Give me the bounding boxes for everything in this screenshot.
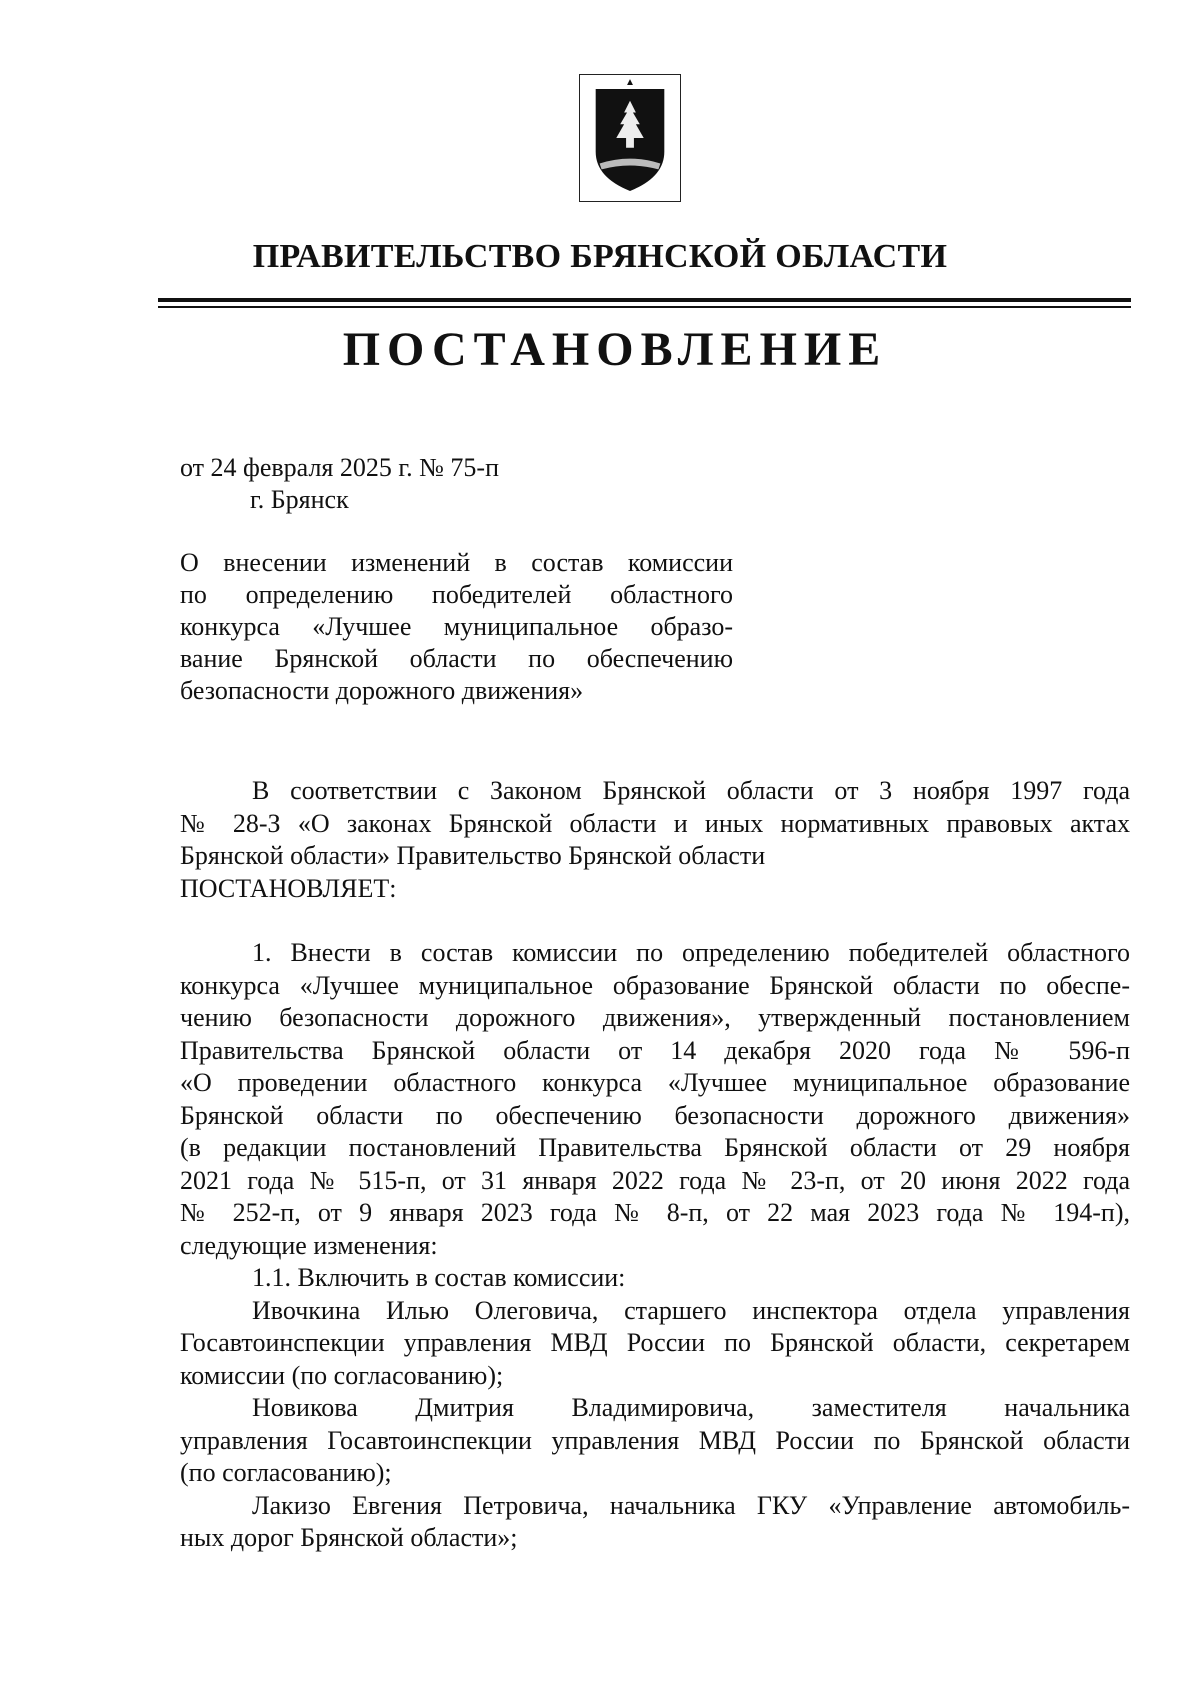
coat-of-arms-icon xyxy=(579,74,681,202)
preamble-paragraph xyxy=(180,775,1130,905)
subject-line: конкурса «Лучшее муниципальное образо- xyxy=(180,612,733,641)
decree-subitem: 1.1. Включить в состав комиссии: xyxy=(252,1263,626,1292)
document-subject xyxy=(180,547,733,707)
commission-member-line: (по согласованию); xyxy=(180,1458,392,1487)
document-date-number: от 24 февраля 2025 г. № 75-п xyxy=(180,453,499,482)
decree-body xyxy=(180,937,1130,1555)
decree-line: «О проведении областного конкурса «Лучшее муниципальное образование xyxy=(180,1068,1130,1097)
commission-member-line: Новикова Дмитрия Владимировича, заместителя начальника xyxy=(252,1393,1130,1422)
decree-line: № 252-п, от 9 января 2023 года № 8-п, от 22 мая 2023 года № 194-п), xyxy=(180,1198,1130,1227)
decree-line: 2021 года № 515-п, от 31 января 2022 года № 23-п, от 20 июня 2022 года xyxy=(180,1165,1130,1195)
decree-line: следующие изменения: xyxy=(180,1230,438,1260)
decree-line: (в редакции постановлений Правительства Брянской области от 29 ноября xyxy=(180,1133,1130,1162)
commission-member-line: Ивочкина Илью Олеговича, старшего инспектора отдела управления xyxy=(252,1295,1130,1325)
decree-line: 1. Внести в состав комиссии по определению победителей областного xyxy=(252,938,1130,967)
preamble-line: № 28-З «О законах Брянской области и иных нормативных правовых актах xyxy=(180,808,1130,838)
subject-line: по определению победителей областного xyxy=(180,580,733,609)
commission-member-line: управления Госавтоинспекции управления МВД России по Брянской области xyxy=(180,1425,1130,1455)
decree-line: Брянской области по обеспечению безопасности дорожного движения» xyxy=(180,1100,1130,1130)
commission-member-line: ных дорог Брянской области»; xyxy=(180,1523,518,1552)
subject-line: вание Брянской области по обеспечению xyxy=(180,644,733,673)
commission-member-line: комиссии (по согласованию); xyxy=(180,1360,504,1390)
commission-member-line: Госавтоинспекции управления МВД России по Брянской области, секретарем xyxy=(180,1328,1130,1357)
header-divider-thin xyxy=(158,306,1131,308)
organization-title: ПРАВИТЕЛЬСТВО БРЯНСКОЙ ОБЛАСТИ xyxy=(252,238,948,275)
subject-line: безопасности дорожного движения» xyxy=(180,676,584,705)
subject-line: О внесении изменений в состав комиссии xyxy=(180,548,733,577)
header-divider-thick xyxy=(158,298,1131,302)
document-type-title: ПОСТАНОВЛЕНИЕ xyxy=(342,323,888,376)
document-city: г. Брянск xyxy=(250,485,349,514)
preamble-line: Брянской области» Правительство Брянской области xyxy=(180,841,766,870)
decree-keyword: ПОСТАНОВЛЯЕТ: xyxy=(180,873,397,903)
decree-line: конкурса «Лучшее муниципальное образование Брянской области по обеспе- xyxy=(180,970,1130,1000)
commission-member-line: Лакизо Евгения Петровича, начальника ГКУ «Управление автомобиль- xyxy=(252,1490,1130,1520)
preamble-line: В соответствии с Законом Брянской области от 3 ноября 1997 года xyxy=(252,776,1130,805)
decree-line: чению безопасности дорожного движения», утвержденный постановлением xyxy=(180,1003,1130,1032)
decree-line: Правительства Брянской области от 14 декабря 2020 года № 596-п xyxy=(180,1035,1130,1065)
